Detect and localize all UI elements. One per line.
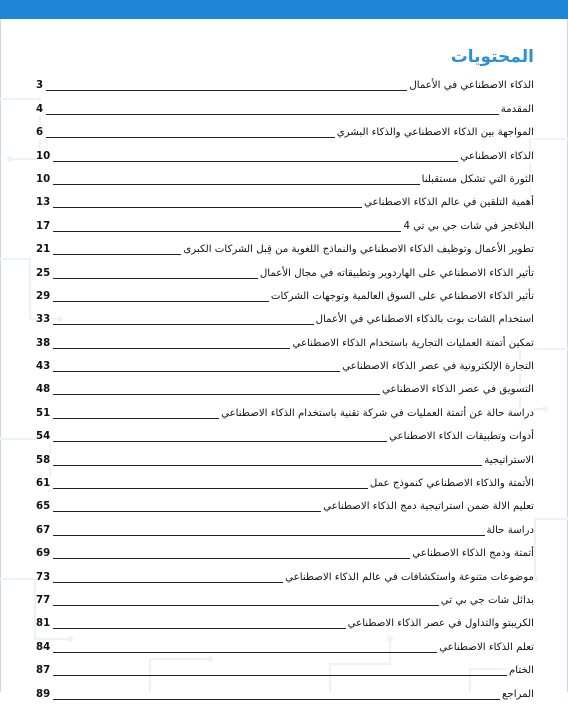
- toc-entry[interactable]: [36, 423, 534, 446]
- toc-entry[interactable]: [36, 540, 534, 563]
- toc-entry[interactable]: [36, 236, 534, 259]
- toc-entry-title: موضوعات متنوعة واستكشافات في عالم الذكاء الاصطناعي: [285, 571, 534, 583]
- toc-entry[interactable]: [36, 283, 534, 306]
- toc-page-number: 43: [36, 360, 53, 373]
- toc-entry-title: الاستراتيجية: [484, 454, 534, 466]
- toc-entry[interactable]: [36, 353, 534, 376]
- toc-entry[interactable]: [36, 212, 534, 235]
- toc-entry[interactable]: [36, 306, 534, 329]
- toc-entry-title: تعلم الذكاء الاصطناعي: [439, 641, 534, 653]
- toc-entry-title: الثورة التي تشكل مستقبلنا: [421, 173, 534, 185]
- toc-entry-title: أتمتة ودمج الذكاء الاصطناعي: [412, 548, 534, 560]
- page-title: المحتويات: [450, 47, 534, 67]
- toc-leader-line: [36, 699, 534, 700]
- toc-page-number: 81: [36, 617, 53, 630]
- toc-leader-line: [36, 535, 534, 536]
- toc-page-number: 4: [36, 103, 46, 116]
- toc-entry-title: دراسة حالة: [486, 524, 534, 536]
- toc-page-number: 65: [36, 500, 53, 513]
- toc-entry-title: دراسة حالة عن أتمتة العمليات في شركة تقنية باستخدام الذكاء الاصطناعي: [221, 407, 534, 419]
- toc-page-number: 33: [36, 313, 53, 326]
- toc-entry-title: تطوير الأعمال وتوظيف الذكاء الاصطناعي والنماذج اللغوية من قِبل الشركات الكبرى: [183, 244, 534, 256]
- toc-entry-title: تمكين أتمتة العمليات التجارية باستخدام الذكاء الاصطناعي: [292, 337, 534, 349]
- toc-entry-title: المراجع: [502, 688, 534, 700]
- toc-entry[interactable]: [36, 399, 534, 422]
- toc-entry-title: التجارة الإلكترونية في عصر الذكاء الاصطناعي: [342, 361, 534, 373]
- toc-leader-line: [36, 465, 534, 466]
- toc-page-number: 61: [36, 477, 53, 490]
- toc-page-number: 10: [36, 150, 53, 163]
- toc-entry-title: أهمية التلقين في عالم الذكاء الاصطناعي: [363, 197, 534, 209]
- toc-entry-title: البلاغجز في شات جي بي تي 4: [403, 220, 534, 232]
- toc-entry[interactable]: [36, 95, 534, 118]
- toc-entry-title: تأثير الذكاء الاصطناعي على الهاردوير وتطبيقاته في مجال الأعمال: [259, 267, 534, 279]
- toc-entry-title: بدائل شات جي بي تي: [440, 594, 534, 606]
- toc-page-number: 17: [36, 220, 53, 233]
- toc-page-number: 6: [36, 126, 46, 139]
- toc-entry-title: الختام: [509, 665, 534, 677]
- toc-entry-title: المقدمة: [500, 103, 534, 115]
- toc-page-number: 13: [36, 196, 53, 209]
- toc-leader-line: [36, 114, 534, 115]
- toc-entry[interactable]: [36, 259, 534, 282]
- toc-page-number: 87: [36, 664, 53, 677]
- toc-entry[interactable]: [36, 657, 534, 680]
- toc-page-number: 89: [36, 688, 53, 701]
- toc-page-number: 51: [36, 407, 53, 420]
- toc-entry[interactable]: [36, 329, 534, 352]
- toc-entry-title: الذكاء الاصطناعي: [460, 150, 534, 162]
- toc-page-number: 73: [36, 571, 53, 584]
- table-of-contents: [36, 72, 534, 704]
- toc-entry[interactable]: [36, 72, 534, 95]
- toc-page-number: 54: [36, 430, 53, 443]
- toc-entry-title: الذكاء الاصطناعي في الأعمال: [409, 80, 534, 92]
- toc-entry[interactable]: [36, 119, 534, 142]
- header-accent-bar: [0, 0, 568, 19]
- toc-entry[interactable]: [36, 493, 534, 516]
- toc-page-number: 38: [36, 337, 53, 350]
- toc-page-number: 69: [36, 547, 53, 560]
- toc-entry[interactable]: [36, 166, 534, 189]
- toc-entry-title: تأثير الذكاء الاصطناعي على السوق العالمية وتوجهات الشركات: [270, 290, 534, 302]
- toc-entry-title: الأتمتة والذكاء الاصطناعي كنموذج عمل: [369, 478, 534, 490]
- toc-entry[interactable]: [36, 470, 534, 493]
- toc-entry[interactable]: [36, 446, 534, 469]
- toc-page-number: 10: [36, 173, 53, 186]
- toc-entry[interactable]: [36, 633, 534, 656]
- toc-page-number: 58: [36, 454, 53, 467]
- toc-entry[interactable]: [36, 610, 534, 633]
- toc-entry-title: المواجهة بين الذكاء الاصطناعي والذكاء البشري: [336, 127, 534, 139]
- toc-entry-title: أدوات وتطبيقات الذكاء الاصطناعي: [389, 431, 534, 443]
- toc-page-number: 77: [36, 594, 53, 607]
- toc-entry-title: تعليم الالة ضمن استراتيجية دمج الذكاء الاصطناعي: [323, 501, 534, 513]
- toc-page-number: 84: [36, 641, 53, 654]
- toc-entry[interactable]: [36, 376, 534, 399]
- toc-page-number: 29: [36, 290, 53, 303]
- toc-leader-line: [36, 675, 534, 676]
- toc-page-number: 3: [36, 79, 46, 92]
- toc-entry[interactable]: [36, 142, 534, 165]
- toc-page-number: 48: [36, 383, 53, 396]
- toc-entry-title: استخدام الشات بوت بالذكاء الاصطناعي في الأعمال: [315, 314, 534, 326]
- toc-entry[interactable]: [36, 516, 534, 539]
- toc-entry[interactable]: [36, 563, 534, 586]
- toc-page-number: 25: [36, 267, 53, 280]
- toc-entry[interactable]: [36, 587, 534, 610]
- toc-entry-title: الكريبتو والتداول في عصر الذكاء الاصطناعي: [347, 618, 534, 630]
- toc-page-number: 21: [36, 243, 53, 256]
- toc-entry-title: التسويق في عصر الذكاء الاصطناعي: [382, 384, 534, 396]
- toc-page-number: 67: [36, 524, 53, 537]
- toc-entry[interactable]: [36, 189, 534, 212]
